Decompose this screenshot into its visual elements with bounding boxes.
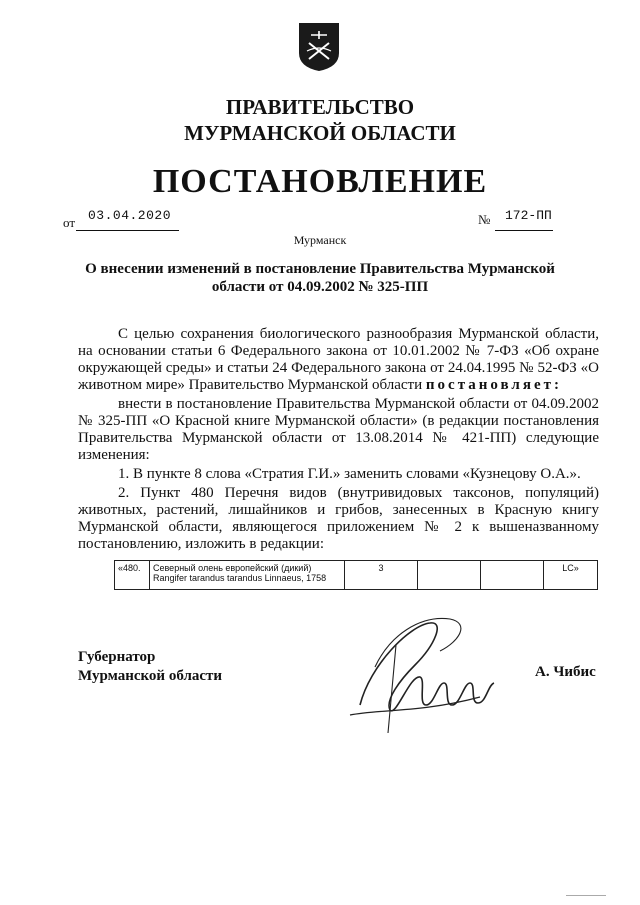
table-cell-category: 3 [345,561,418,590]
organization-name-line2: МУРМАНСКОЙ ОБЛАСТИ [184,121,456,145]
species-table [114,560,598,590]
page-edge-mark [566,895,606,896]
table-cell-empty-1 [418,561,481,590]
table-row [115,561,598,590]
signatory-name: А. Чибис [535,664,596,680]
city-name: Мурманск [293,233,347,247]
resolution-keyword: постановляет: [425,377,562,393]
table-cell-empty-2 [481,561,544,590]
number-prefix: № [478,212,491,227]
document-body [78,326,599,553]
preamble-text: С целью сохранения биологического разнообразия Мурманской области, на основании статьи 6 Федерального закона от 10.01.2002 № 7-ФЗ «Об охране окружающей среды» и статьи 24 Федерального закона от 24.04.1995 № 52-ФЗ «О животном мире» Правительство Мурманской области [78,326,599,393]
signatory-title [78,648,222,686]
subject-line2: области от 04.09.2002 № 325-ПП [211,279,429,295]
table-cell-number: «480. [115,561,150,590]
document-number: 172-ПП [505,208,552,223]
subject-line1: О внесении изменений в постановление Правительства Мурманской [85,261,555,277]
paragraph-item-1: 1. В пункте 8 слова «Стратия Г.И.» заменить словами «Кузнецову О.А.». [118,466,581,482]
coat-of-arms-emblem [297,21,341,73]
signatory-title-line2: Мурманской области [78,668,223,684]
organization-name-line1: ПРАВИТЕЛЬСТВО [225,95,415,119]
document-subject [0,260,640,296]
document-date: 03.04.2020 [88,208,172,223]
paragraph-preamble [78,326,599,394]
paragraph-amend-intro: внести в постановление Правительства Мурманской области от 04.09.2002 № 325-ПП «О Красной книге Мурманской области» (в редакции постановления Правительства Мурманской области от 13.08.2014 № 421-ПП) следующие изменения: [78,396,599,463]
table-cell-species: Северный олень европейский (дикий) Rangifer tarandus tarandus Linnaeus, 1758 [150,561,345,590]
paragraph-item-2: 2. Пункт 480 Перечня видов (внутривидовых таксонов, популяций) животных, растений, лишайников и грибов, занесенных в Красную книгу Мурманской области, являющегося приложением № 2 к вышеназванному постановлению, изложить в редакции: [78,485,599,552]
date-prefix: от [63,215,76,230]
signatory-title-line1: Губернатор [78,649,156,665]
table-cell-status: LC» [544,561,598,590]
document-type-title: ПОСТАНОВЛЕНИЕ [152,163,488,200]
handwritten-signature [330,605,520,755]
